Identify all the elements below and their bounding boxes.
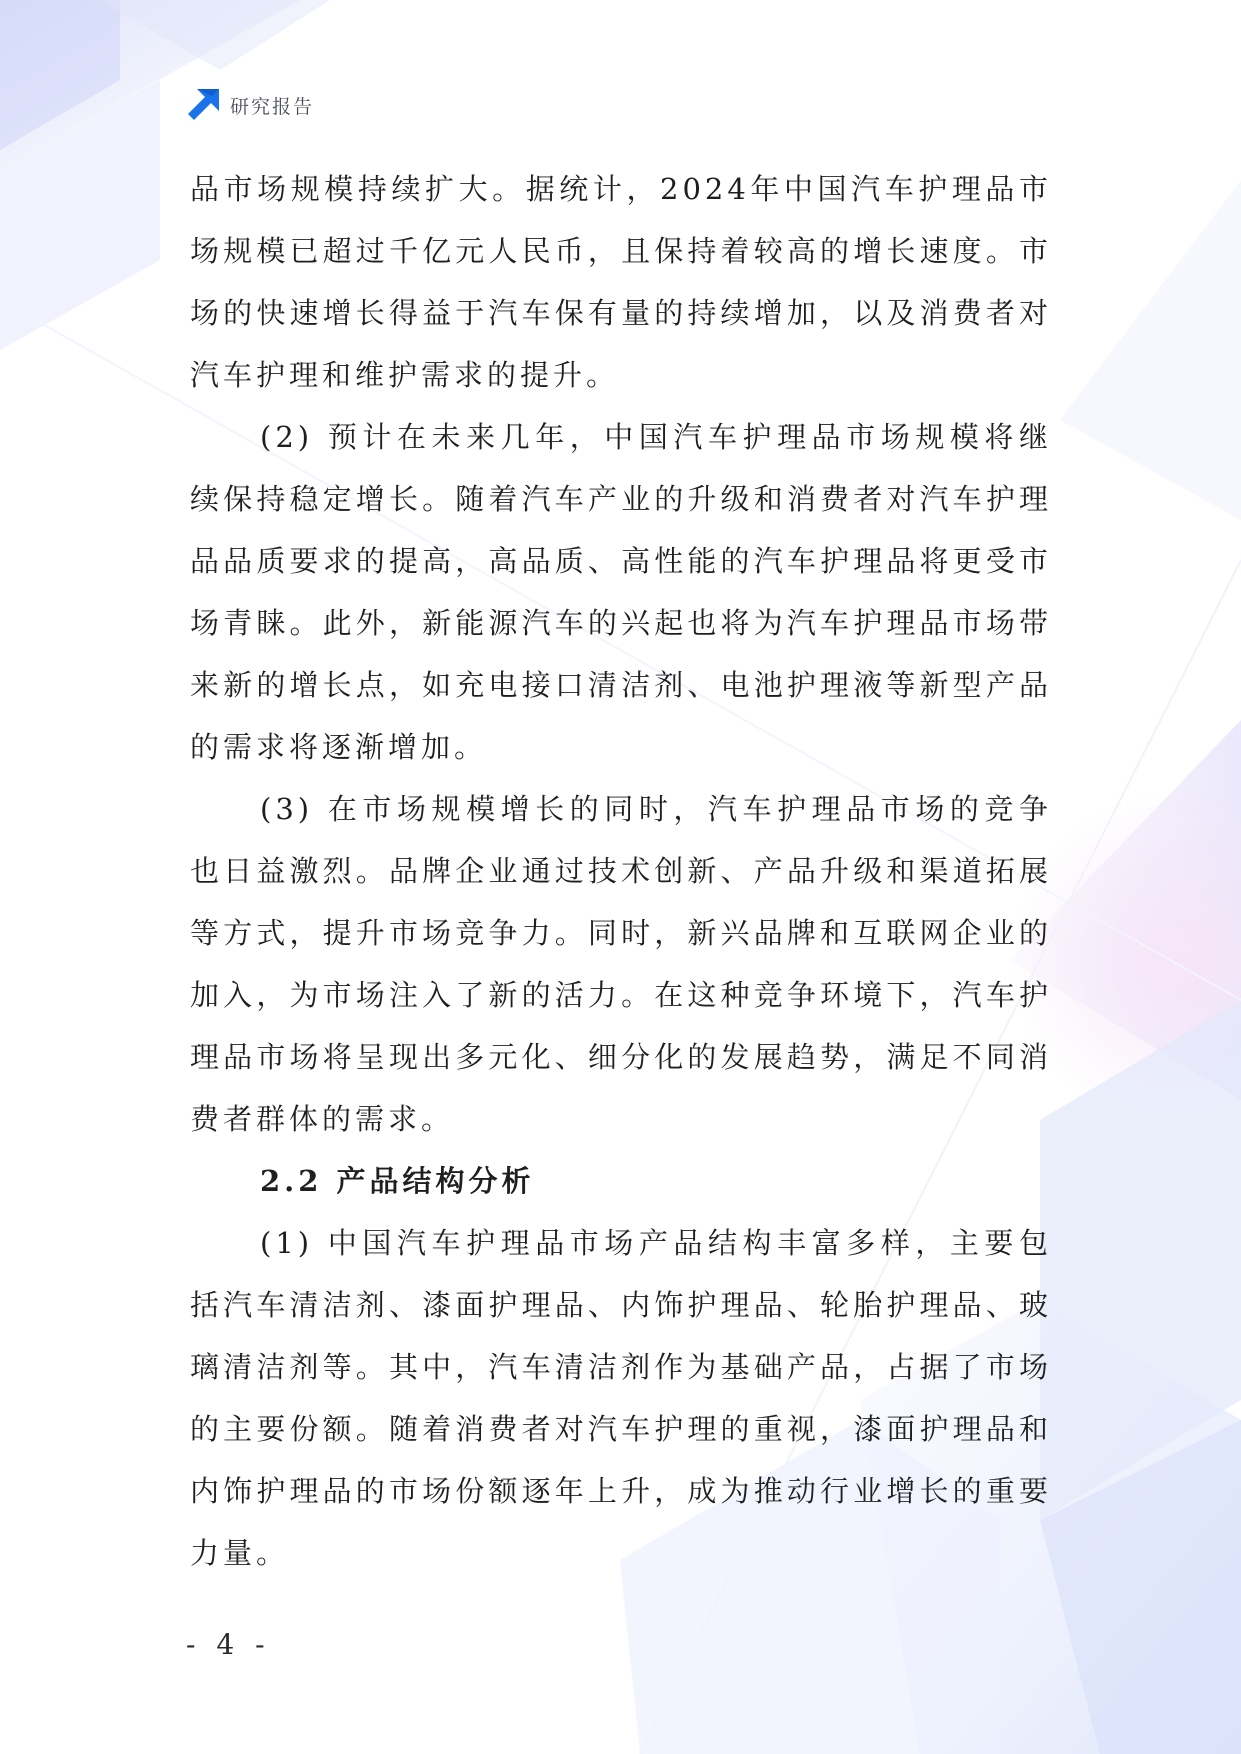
arrow-up-right-icon xyxy=(186,88,220,122)
paragraph-product-structure: (1) 中国汽车护理品市场产品结构丰富多样，主要包括汽车清洁剂、漆面护理品、内饰护理品、轮胎护理品、玻璃清洁剂等。其中，汽车清洁剂作为基础产品，占据了市场的主要份额。随着消费者对汽车护理的重视，漆面护理品和内饰护理品的市场份额逐年上升，成为推动行业增长的重要力量。 xyxy=(190,1226,1052,1570)
report-header xyxy=(186,88,314,122)
paragraph-competition: (3) 在市场规模增长的同时，汽车护理品市场的竞争也日益激烈。品牌企业通过技术创新、产品升级和渠道拓展等方式，提升市场竞争力。同时，新兴品牌和互联网企业的加入，为市场注入了新的活力。在这种竞争环境下，汽车护理品市场将呈现出多元化、细分化的发展趋势，满足不同消费者群体的需求。 xyxy=(190,792,1052,1136)
page-number: - 4 - xyxy=(186,1628,271,1661)
paragraph-market-size: 品市场规模持续扩大。据统计，2024年中国汽车护理品市场规模已超过千亿元人民币，且保持着较高的增长速度。市场的快速增长得益于汽车保有量的持续增加，以及消费者对汽车护理和维护需求的提升。 xyxy=(190,172,1052,392)
section-heading: 2.2 产品结构分析 xyxy=(260,1164,535,1198)
document-body xyxy=(190,158,1052,1584)
header-title: 研究报告 xyxy=(230,95,315,118)
paragraph-forecast: (2) 预计在未来几年，中国汽车护理品市场规模将继续保持稳定增长。随着汽车产业的升级和消费者对汽车护理品品质要求的提高，高品质、高性能的汽车护理品将更受市场青睐。此外，新能源汽车的兴起也将为汽车护理品市场带来新的增长点，如充电接口清洁剂、电池护理液等新型产品的需求将逐渐增加。 xyxy=(190,420,1052,764)
